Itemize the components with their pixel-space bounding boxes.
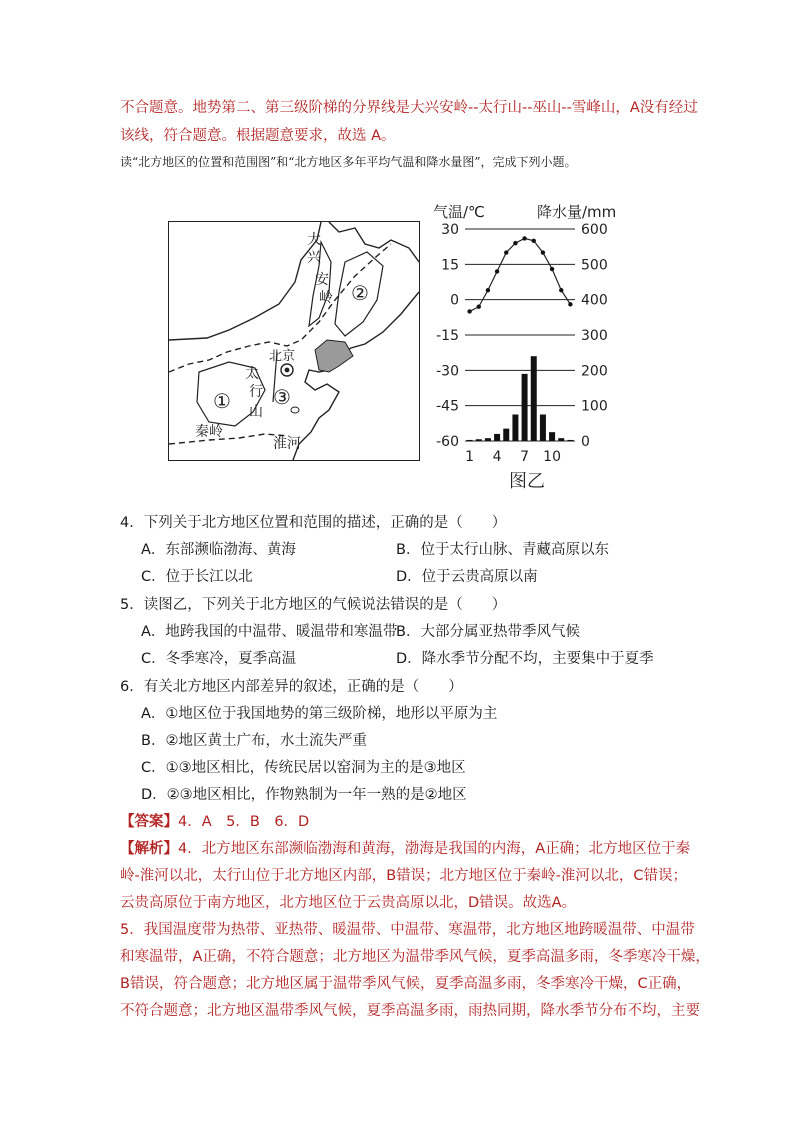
x-tick-label: 4 — [492, 449, 502, 465]
label-xing: 兴 — [307, 250, 321, 266]
question-5-option-b[interactable]: B．大部分属亚热带季风气候 — [396, 624, 580, 640]
temperature-point — [477, 305, 481, 309]
region-3-label: ③ — [273, 385, 291, 409]
answer-text: 4．A 5．B 6．D — [178, 814, 310, 830]
left-tick-label: -15 — [436, 328, 459, 344]
left-axis-label: 气温/℃ — [433, 203, 485, 221]
precipitation-bar — [494, 434, 500, 441]
northern-border-line — [169, 222, 321, 340]
climate-chart — [425, 195, 625, 495]
precipitation-bar — [522, 374, 528, 441]
question-6-option-a[interactable]: A．①地区位于我国地势的第三级阶梯，地形以平原为主 — [141, 706, 498, 722]
northeast-border-line — [329, 222, 419, 262]
answer-line — [120, 810, 309, 831]
analysis-line-2: 岭-淮河以北，太行山位于北方地区内部，B错误；北方地区位于秦岭-淮河以北，C错误； — [120, 868, 688, 884]
huaihe-label: 淮河 — [273, 436, 301, 452]
temperature-point — [532, 239, 536, 243]
question-5-option-c[interactable]: C．冬季寒冷，夏季高温 — [141, 651, 297, 667]
analysis-line-6: B错误，符合题意；北方地区属于温带季风气候，夏季高温多雨，冬季寒冷干燥，C正确， — [120, 976, 692, 992]
top-text-line-1: 不合题意。地势第二、第三级阶梯的分界线是大兴安岭--太行山--巫山--雪峰山，A没有经过 — [120, 100, 698, 116]
x-tick-label: 10 — [543, 449, 561, 465]
precipitation-bar — [540, 415, 546, 442]
temperature-line — [470, 238, 571, 311]
north-region-map — [168, 221, 420, 461]
question-4-option-d[interactable]: D．位于云贵高原以南 — [396, 569, 538, 585]
question-5-stem: 5．读图乙，下列关于北方地区的气候说法错误的是（ ） — [120, 597, 507, 613]
temperature-point — [513, 241, 517, 245]
question-5-option-a[interactable]: A．地跨我国的中温带、暖温带和寒温带 — [141, 624, 398, 640]
bohai-sea — [315, 340, 353, 372]
precipitation-bar — [476, 439, 482, 441]
x-tick-label: 7 — [520, 449, 530, 465]
chart-grid — [465, 229, 575, 441]
analysis-text-1: 4．北方地区东部濒临渤海和黄海，渤海是我国的内海，A正确；北方地区位于秦 — [178, 841, 691, 857]
answer-tag: 【答案】 — [120, 814, 178, 830]
right-tick-label: 0 — [581, 434, 590, 450]
temperature-point — [550, 267, 554, 271]
precipitation-bars — [467, 356, 574, 441]
label-hang: 行 — [249, 384, 263, 400]
region-1-label: ① — [213, 389, 231, 413]
precipitation-bar — [567, 440, 573, 441]
x-ticks — [465, 449, 561, 465]
left-tick-label: -30 — [436, 363, 459, 380]
precipitation-bar — [549, 432, 555, 441]
question-4-option-c[interactable]: C．位于长江以北 — [141, 569, 253, 585]
precipitation-bar — [558, 438, 564, 441]
label-shan: 山 — [249, 404, 263, 420]
question-6-option-b[interactable]: B．②地区黄土广布，水土流失严重 — [141, 733, 367, 749]
question-6-option-c[interactable]: C．①③地区相比，传统民居以窑洞为主的是③地区 — [141, 760, 466, 776]
analysis-line-5: 和寒温带，A正确，不符合题意；北方地区为温带季风气候，夏季高温多雨，冬季寒冷干燥， — [120, 949, 710, 965]
right-tick-label: 300 — [581, 328, 608, 344]
top-text-line-2: 该线，符合题意。根据题意要求，故选 A。 — [120, 128, 396, 144]
question-5-option-d[interactable]: D．降水季节分配不均，主要集中于夏季 — [396, 651, 654, 667]
temperature-point — [559, 288, 563, 292]
temperature-point — [522, 236, 526, 240]
right-tick-label: 200 — [581, 363, 608, 380]
temperature-point — [467, 309, 471, 313]
analysis-line-1 — [120, 837, 690, 858]
temperature-curve — [467, 236, 572, 313]
x-tick-label: 1 — [465, 449, 475, 465]
right-ticks — [581, 222, 608, 450]
left-tick-label: 0 — [450, 292, 459, 309]
right-tick-label: 500 — [581, 257, 608, 274]
temperature-point — [486, 288, 490, 292]
question-4-stem: 4．下列关于北方地区位置和范围的描述，正确的是（ ） — [120, 515, 507, 531]
beijing-label: 北京 — [269, 349, 296, 364]
qinling-label: 秦岭 — [195, 424, 223, 440]
question-4-option-a[interactable]: A．东部濒临渤海、黄海 — [141, 542, 296, 558]
question-6-option-d[interactable]: D．②③地区相比，作物熟制为一年一熟的是②地区 — [141, 787, 467, 803]
region-2-label: ② — [351, 281, 369, 305]
precipitation-bar — [467, 440, 473, 441]
right-tick-label: 400 — [581, 292, 608, 309]
label-an: 安 — [315, 272, 329, 288]
right-axis-label: 降水量/mm — [537, 203, 617, 221]
temperature-point — [495, 269, 499, 273]
question-6-stem: 6．有关北方地区内部差异的叙述，正确的是（ ） — [120, 679, 463, 695]
temperature-point — [541, 250, 545, 254]
right-tick-label: 100 — [581, 398, 608, 415]
label-ling: 岭 — [319, 290, 333, 306]
question-4-option-b[interactable]: B．位于太行山脉、青藏高原以东 — [396, 542, 609, 558]
precipitation-bar — [485, 438, 491, 441]
left-tick-label: -60 — [436, 434, 459, 450]
left-tick-label: -45 — [436, 398, 459, 415]
analysis-line-4: 5．我国温度带为热带、亚热带、暖温带、中温带、寒温带，北方地区地跨暖温带、中温带 — [120, 922, 695, 938]
right-tick-label: 600 — [581, 222, 608, 238]
question-intro: 读“北方地区的位置和范围图”和“北方地区多年平均气温和降水量图”，完成下列小题。 — [120, 155, 577, 169]
analysis-line-7: 不符合题意；北方地区温带季风气候，夏季高温多雨，雨热同期，降水季节分布不均，主要 — [120, 1003, 700, 1019]
temperature-point — [504, 250, 508, 254]
map-drawing — [169, 222, 419, 460]
qinling-huaihe-dashed — [169, 434, 289, 444]
beijing-dot — [285, 368, 290, 373]
chart-title: 图乙 — [509, 471, 545, 492]
label-da: 大 — [307, 232, 321, 248]
left-ticks — [436, 222, 459, 450]
analysis-line-3: 云贵高原位于南方地区，北方地区位于云贵高原以北，D错误。故选A。 — [120, 895, 577, 911]
precipitation-bar — [503, 429, 509, 441]
coastline — [293, 292, 419, 460]
left-tick-label: 15 — [441, 257, 459, 274]
precipitation-bar — [531, 356, 537, 441]
analysis-tag: 【解析】 — [120, 841, 178, 857]
precipitation-bar — [512, 415, 518, 442]
temperature-point — [568, 302, 572, 306]
label-tai: 太 — [245, 366, 259, 382]
left-tick-label: 30 — [441, 222, 459, 238]
city-marker — [291, 407, 299, 413]
